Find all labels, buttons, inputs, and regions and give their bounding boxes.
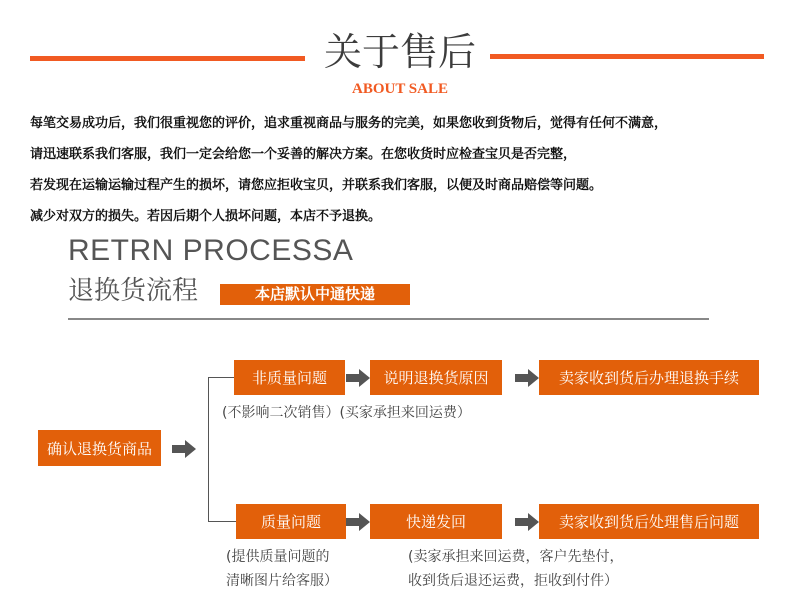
courier-badge: 本店默认中通快递 xyxy=(220,284,410,305)
row2-note-left-1: (提供质量问题的 xyxy=(226,549,330,565)
bracket-line xyxy=(208,377,209,522)
flow-step-quality: 质量问题 xyxy=(236,504,346,539)
flow-step-explain-reason: 说明退换货原因 xyxy=(370,360,502,395)
flow-step-ship-back: 快递发回 xyxy=(370,504,502,539)
process-title-cn: 退换货流程 xyxy=(68,276,199,306)
arrow-right-icon xyxy=(515,513,539,531)
page-title: 关于售后 xyxy=(323,30,476,74)
bracket-bottom xyxy=(208,521,236,522)
divider xyxy=(68,318,709,320)
process-title-en: RETRN PROCESSA xyxy=(68,234,354,267)
flow-step-seller-exchange: 卖家收到货后办理退换手续 xyxy=(539,360,759,395)
flow-start-box: 确认退换货商品 xyxy=(38,430,161,466)
paragraph: 每笔交易成功后，我们很重视您的评价，追求重视商品与服务的完美，如果您收到货物后，觉得有任何不满意， xyxy=(30,116,668,131)
row2-note-right-2: 收到货后退还运费，拒收到付件） xyxy=(408,573,618,589)
flow-step-seller-aftersale: 卖家收到货后处理售后问题 xyxy=(539,504,759,539)
arrow-right-icon xyxy=(346,369,370,387)
arrow-right-icon xyxy=(346,513,370,531)
row2-note-left-2: 清晰图片给客服） xyxy=(226,573,338,589)
paragraph: 请迅速联系我们客服，我们一定会给您一个妥善的解决方案。在您收货时应检查宝贝是否完整， xyxy=(30,147,577,162)
bracket-top xyxy=(208,377,234,378)
arrow-right-icon xyxy=(172,440,196,458)
paragraph: 减少对双方的损失。若因后期个人损坏问题，本店不予退换。 xyxy=(30,209,382,224)
row2-note-right-1: (卖家承担来回运费，客户先垫付， xyxy=(408,549,624,565)
arrow-right-icon xyxy=(515,369,539,387)
row1-note: (不影响二次销售）(买家承担来回运费） xyxy=(222,405,471,421)
flow-step-non-quality: 非质量问题 xyxy=(234,360,345,395)
page-subtitle: ABOUT SALE xyxy=(351,81,448,97)
paragraph: 若发现在运输运输过程产生的损坏，请您应拒收宝贝，并联系我们客服，以便及时商品赔偿等问题。 xyxy=(30,178,603,193)
